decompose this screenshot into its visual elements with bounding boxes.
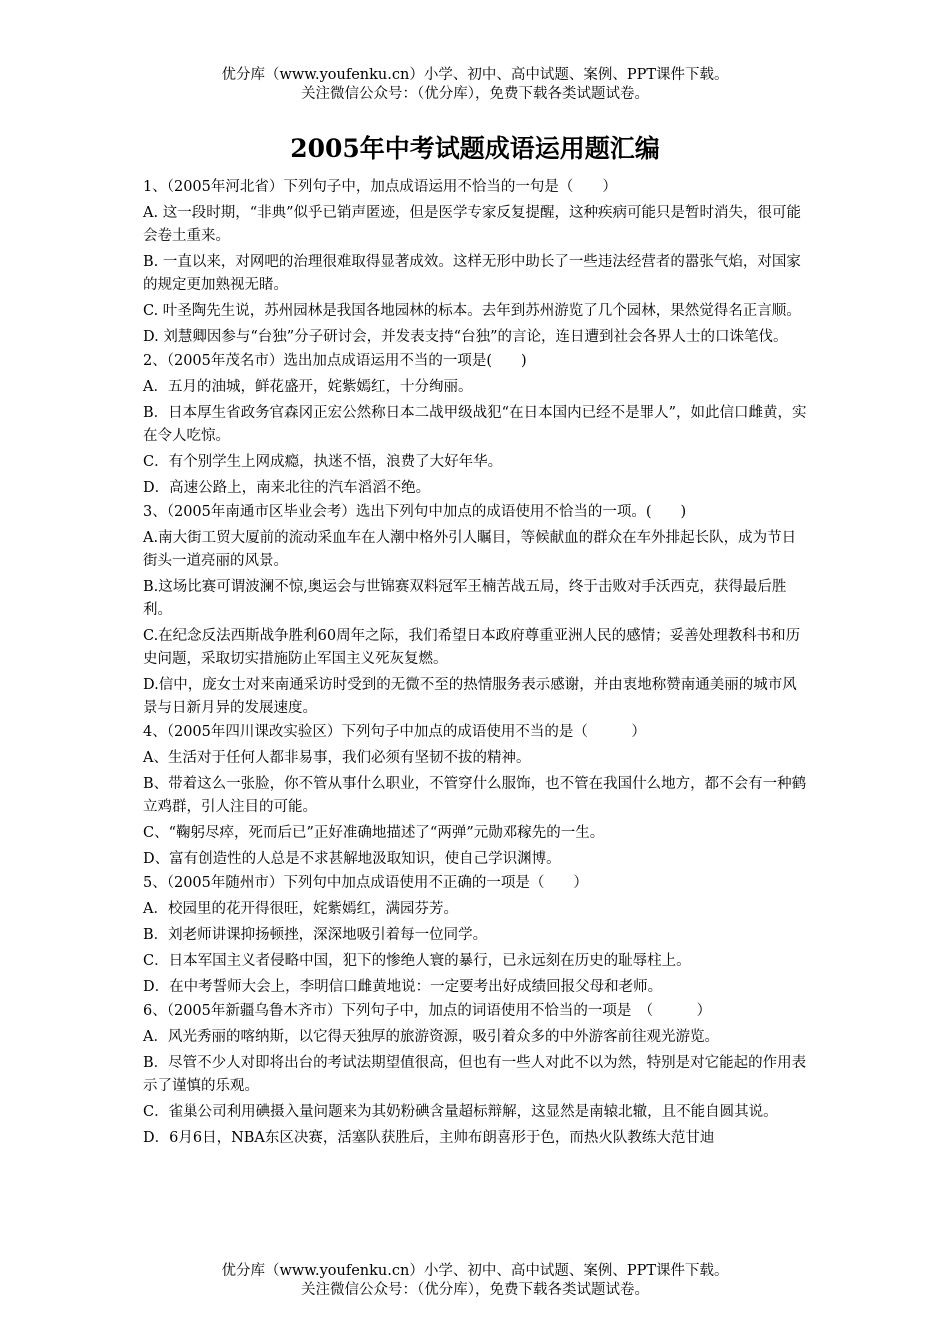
question-list [143, 175, 808, 1150]
question-1-option-b: B. 一直以来，对网吧的治理很难取得显著成效。这样无形中助长了一些违法经营者的嚣张气焰，对国家的规定更加熟视无睹。 [143, 254, 801, 293]
question-4-stem: 4、（2005年四川课改实验区）下列句子中加点的成语使用不当的是（ ） [143, 724, 646, 740]
question-6-option-a: A．风光秀丽的喀纳斯，以它得天独厚的旅游资源，吸引着众多的中外游客前往观光游览。 [143, 1029, 719, 1045]
question-5-option-a: A．校园里的花开得很旺，姹紫嫣红，满园芬芳。 [143, 901, 458, 917]
header-line-1: 优分库（www.youfenku.cn）小学、初中、高中试题、案例、PPT课件下载。 [221, 67, 729, 83]
question-4-option-d: D、富有创造性的人总是不求甚解地汲取知识，使自己学识渊博。 [143, 851, 561, 867]
footer-line-1: 优分库（www.youfenku.cn）小学、初中、高中试题、案例、PPT课件下载。 [221, 1263, 729, 1279]
page-header [0, 66, 950, 104]
document-title: 2005年中考试题成语运用题汇编 [290, 134, 660, 163]
question-5-option-d: D．在中考誓师大会上，李明信口雌黄地说：一定要考出好成绩回报父母和老师。 [143, 979, 663, 995]
question-4-option-c: C、“鞠躬尽瘁，死而后已”正好准确地描述了“两弹”元勋邓稼先的一生。 [143, 825, 605, 841]
question-4-option-b: B、带着这么一张脸，你不管从事什么职业，不管穿什么服饰，也不管在我国什么地方，都不会有一种鹤立鸡群，引人注目的可能。 [143, 776, 807, 815]
question-2-option-a: A．五月的油城，鲜花盛开，姹紫嫣红，十分绚丽。 [143, 379, 473, 395]
question-2-option-b: B．日本厚生省政务官森冈正宏公然称日本二战甲级战犯“在日本国内已经不是罪人”，如此信口雌黄，实在令人吃惊。 [143, 405, 807, 444]
question-2-option-d: D．高速公路上，南来北往的汽车滔滔不绝。 [143, 480, 431, 496]
question-1-option-c: C. 叶圣陶先生说，苏州园林是我国各地园林的标本。去年到苏州游览了几个园林，果然觉得名正言顺。 [143, 303, 801, 319]
question-3-option-c: C.在纪念反法西斯战争胜利60周年之际，我们希望日本政府尊重亚洲人民的感情；妥善处理教科书和历史问题，采取切实措施防止军国主义死灰复燃。 [143, 628, 801, 667]
question-3-stem: 3、（2005年南通市区毕业会考）选出下列句中加点的成语使用不恰当的一项。( ) [143, 504, 687, 520]
question-5-option-c: C．日本军国主义者侵略中国，犯下的惨绝人寰的暴行，已永远刻在历史的耻辱柱上。 [143, 953, 691, 969]
header-line-2: 关注微信公众号：（优分库），免费下载各类试题试卷。 [301, 86, 649, 102]
question-3-option-d: D.信中，庞女士对来南通采访时受到的无微不至的热情服务表示感谢，并由衷地称赞南通美丽的城市风景与日新月异的发展速度。 [143, 677, 797, 716]
question-1-option-a: A. 这一段时期，“非典”似乎已销声匿迹，但是医学专家反复提醒，这种疾病可能只是暂时消失，很可能会卷土重来。 [143, 205, 802, 244]
question-6-option-b: B．尽管不少人对即将出台的考试法期望值很高，但也有一些人对此不以为然，特别是对它能起的作用表示了谨慎的乐观。 [143, 1055, 807, 1094]
question-3-option-b: B.这场比赛可谓波澜不惊,奥运会与世锦赛双料冠军王楠苦战五局，终于击败对手沃西克，获得最后胜利。 [143, 579, 787, 618]
page-footer [0, 1262, 950, 1300]
question-6-option-d: D．6月6日，NBA东区决赛，活塞队获胜后，主帅布朗喜形于色，而热火队教练大范甘迪 [143, 1130, 715, 1146]
question-6-stem: 6、（2005年新疆乌鲁木齐市）下列句子中，加点的词语使用不恰当的一项是 （ ） [143, 1003, 712, 1019]
question-3-option-a: A.南大街工贸大厦前的流动采血车在人潮中格外引人瞩目，等候献血的群众在车外排起长队，成为节日街头一道亮丽的风景。 [143, 530, 797, 569]
question-1-stem: 1、（2005年河北省）下列句子中，加点成语运用不恰当的一句是（ ） [143, 179, 617, 195]
footer-line-2: 关注微信公众号：（优分库），免费下载各类试题试卷。 [301, 1282, 649, 1298]
question-4-option-a: A、生活对于任何人都非易事，我们必须有坚韧不拔的精神。 [143, 750, 531, 766]
question-2-stem: 2、（2005年茂名市）选出加点成语运用不当的一项是( ) [143, 353, 527, 369]
question-5-option-b: B．刘老师讲课抑扬顿挫，深深地吸引着每一位同学。 [143, 927, 488, 943]
question-5-stem: 5、（2005年随州市）下列句中加点成语使用不正确的一项是（ ） [143, 875, 588, 891]
question-6-option-c: C．雀巢公司利用碘摄入量问题来为其奶粉碘含量超标辩解，这显然是南辕北辙，且不能自圆其说。 [143, 1104, 778, 1120]
question-2-option-c: C．有个别学生上网成瘾，执迷不悟，浪费了大好年华。 [143, 454, 503, 470]
question-1-option-d: D. 刘慧卿因参与“台独”分子研讨会，并发表支持“台独”的言论，连日遭到社会各界人士的口诛笔伐。 [143, 329, 788, 345]
